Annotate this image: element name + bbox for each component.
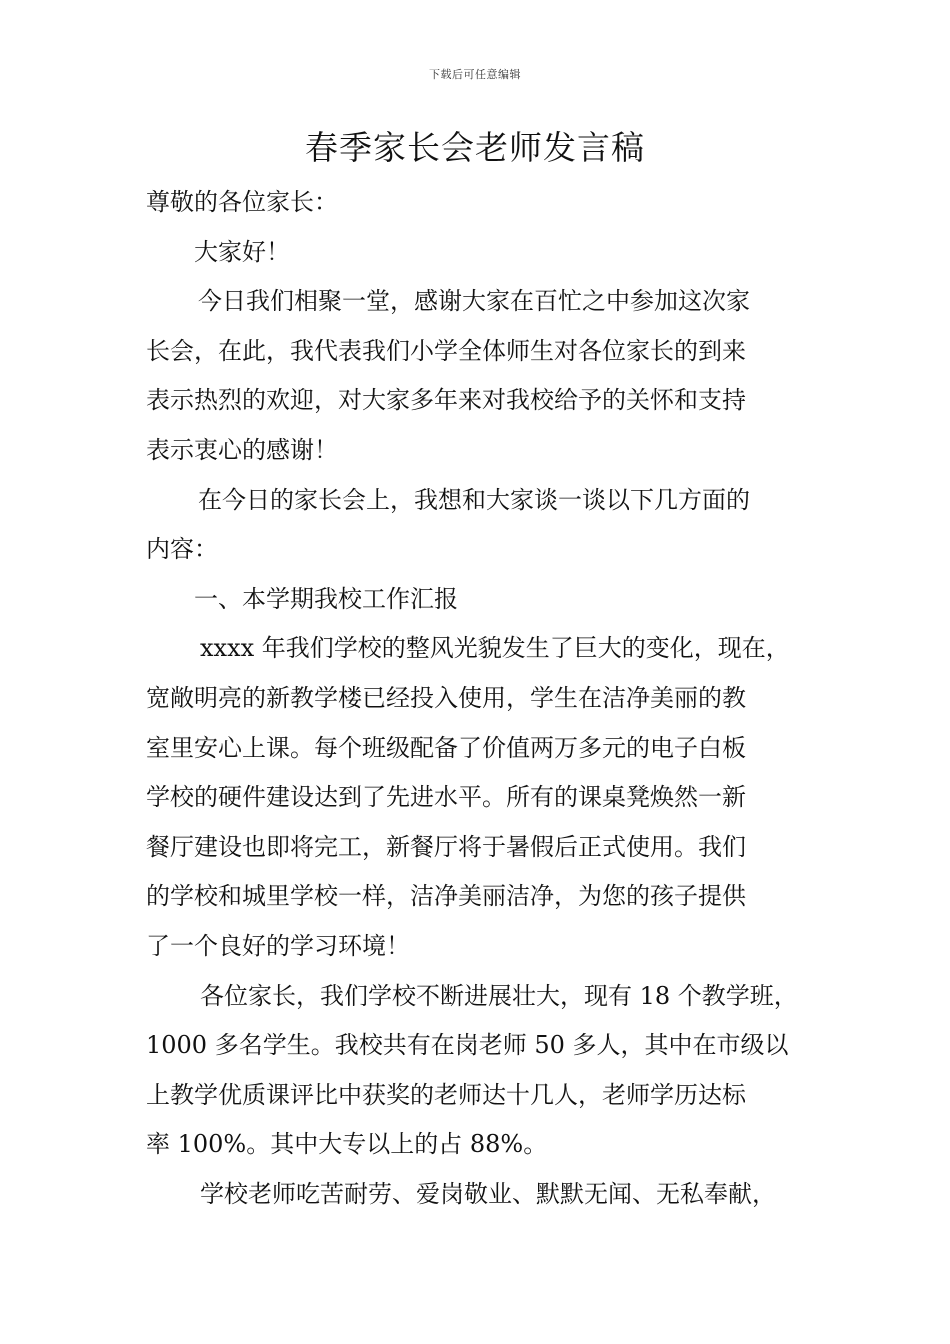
paragraph-line: 率 100%。其中大专以上的占 88%。: [146, 1130, 548, 1159]
header-note: 下载后可任意编辑: [429, 68, 521, 81]
paragraph-line: 各位家长，我们学校不断进展壮大，现有 18 个教学班，: [200, 981, 798, 1010]
document-body: [146, 178, 830, 1219]
paragraph-line: 餐厅建设也即将完工，新餐厅将于暑假后正式使用。我们: [146, 832, 746, 861]
paragraph-line: 表示热烈的欢迎，对大家多年来对我校给予的关怀和支持: [146, 386, 746, 415]
paragraph-line: xxxx 年我们学校的整风光貌发生了巨大的变化，现在，: [200, 634, 790, 663]
greeting: 大家好！: [194, 237, 290, 266]
paragraph-line: 宽敞明亮的新教学楼已经投入使用，学生在洁净美丽的教: [146, 683, 746, 712]
paragraph-line: 在今日的家长会上，我想和大家谈一谈以下几方面的: [198, 485, 750, 514]
salutation: 尊敬的各位家长：: [146, 188, 338, 216]
paragraph-line: 长会，在此，我代表我们小学全体师生对各位家长的到来: [146, 336, 746, 365]
section-heading: 一、本学期我校工作汇报: [194, 584, 458, 613]
paragraph-line: 了一个良好的学习环境！: [146, 931, 410, 960]
paragraph-line: 上教学优质课评比中获奖的老师达十几人，老师学历达标: [146, 1080, 746, 1109]
paragraph-line: 室里安心上课。每个班级配备了价值两万多元的电子白板: [146, 733, 746, 762]
paragraph-line: 内容：: [146, 535, 218, 564]
document-title: 春季家长会老师发言稿: [305, 128, 645, 167]
paragraph-line: 的学校和城里学校一样，洁净美丽洁净，为您的孩子提供: [146, 882, 746, 911]
paragraph-line: 今日我们相聚一堂，感谢大家在百忙之中参加这次家: [198, 287, 750, 316]
paragraph-line: 1000 多名学生。我校共有在岗老师 50 多人，其中在市级以: [146, 1031, 789, 1060]
paragraph-line: 学校老师吃苦耐劳、爱岗敬业、默默无闻、无私奉献，: [200, 1179, 776, 1208]
paragraph-line: 学校的硬件建设达到了先进水平。所有的课桌凳焕然一新: [146, 783, 746, 812]
paragraph-line: 表示衷心的感谢！: [146, 435, 338, 464]
